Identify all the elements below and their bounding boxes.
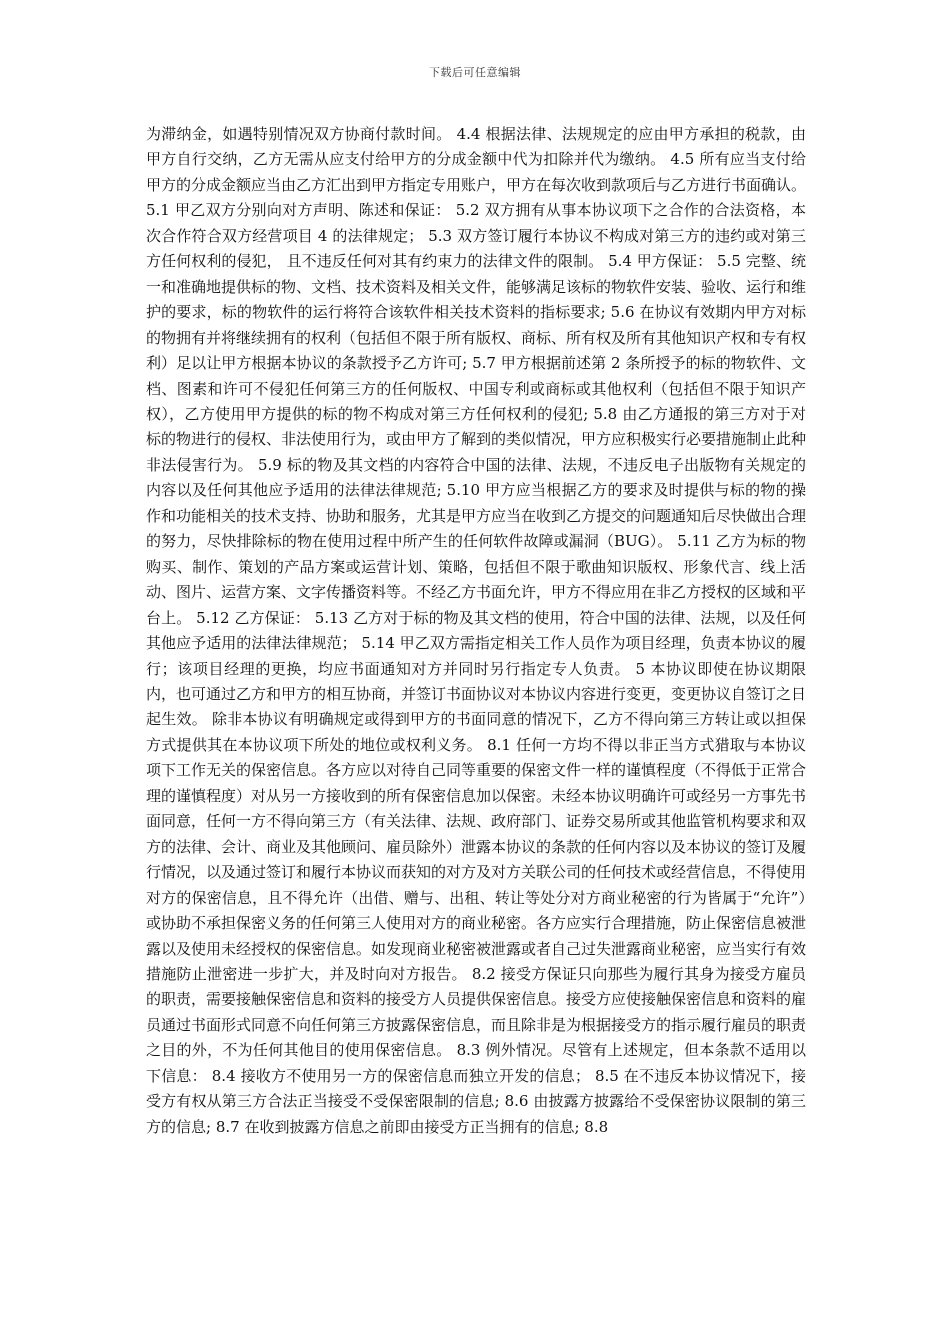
page-header: 下载后可任意编辑	[429, 66, 521, 79]
document-body-paragraph: 为滞纳金，如遇特别情况双方协商付款时间。 4.4 根据法律、法规规定的应由甲方承担的税款，由甲方自行交纳，乙方无需从应支付给甲方的分成金额中代为扣除并代为缴纳。 4.5 所有应当支付给甲方的分成金额应当由乙方汇出到甲方指定专用账户，甲方在每次收到款项后与乙方进行书面确认。 5.1 甲乙双方分别向对方声明、陈述和保证： 5.2 双方拥有从事本协议项下之合作的合法资格，本次合作符合双方经营项目 4 的法律规定； 5.3 双方签订履行本协议不构成对第三方的违约或对第三方任何权利的侵犯， 且不违反任何对其有约束力的法律文件的限制。 5.4 甲方保证： 5.5 完整、统一和准确地提供标的物、文档、技术资料及相关文件，能够满足该标的物软件安装、验收、运行和维护的要求，标的物软件的运行将符合该软件相关技术资料的指标要求; 5.6 在协议有效期内甲方对标的物拥有并将继续拥有的权利（包括但不限于所有版权、商标、所有权及所有其他知识产权和专有权利）足以让甲方根据本协议的条款授予乙方许可; 5.7 甲方根据前述第 2 条所授予的标的物软件、文档、图素和许可不侵犯任何第三方的任何版权、中国专利或商标或其他权利（包括但不限于知识产权），乙方使用甲方提供的标的物不构成对第三方任何权利的侵犯; 5.8 由乙方通报的第三方对于对标的物进行的侵权、非法使用行为，或由甲方了解到的类似情况，甲方应积极实行必要措施制止此种非法侵害行为。 5.9 标的物及其文档的内容符合中国的法律、法规，不违反电子出版物有关规定的内容以及任何其他应予适用的法律法律规范; 5.10 甲方应当根据乙方的要求及时提供与标的物的操作和功能相关的技术支持、协助和服务，尤其是甲方应当在收到乙方提交的问题通知后尽快做出合理的努力，尽快排除标的物在使用过程中所产生的任何软件故障或漏洞（BUG）。 5.11 乙方为标的物购买、制作、策划的产品方案或运营计划、策略，包括但不限于歌曲知识版权、形象代言、线上活动、图片、运营方案、文字传播资料等。不经乙方书面允许，甲方不得应用在非乙方授权的区域和平台上。 5.12 乙方保证： 5.13 乙方对于标的物及其文档的使用，符合中国的法律、法规，以及任何其他应予适用的法律法律规范； 5.14 甲乙双方需指定相关工作人员作为项目经理，负责本协议的履行；该项目经理的更换，均应书面通知对方并同时另行指定专人负责。 5 本协议即使在协议期限内，也可通过乙方和甲方的相互协商，并签订书面协议对本协议内容进行变更，变更协议自签订之日起生效。 除非本协议有明确规定或得到甲方的书面同意的情况下，乙方不得向第三方转让或以担保方式提供其在本协议项下所处的地位或权利义务。 8.1 任何一方均不得以非正当方式猎取与本协议项下工作无关的保密信息。各方应以对待自己同等重要的保密文件一样的谨慎程度（不得低于正常合理的谨慎程度）对从另一方接收到的所有保密信息加以保密。未经本协议明确许可或经另一方事先书面同意，任何一方不得向第三方（有关法律、法规、政府部门、证券交易所或其他监管机构要求和双方的法律、会计、商业及其他顾问、雇员除外）泄露本协议的条款的任何内容以及本协议的签订及履行情况，以及通过签订和履行本协议而获知的对方及对方关联公司的任何技术或经营信息，不得使用对方的保密信息，且不得允许（出借、赠与、出租、转让等处分对方商业秘密的行为皆属于“允许”）或协助不承担保密义务的任何第三人使用对方的商业秘密。各方应实行合理措施，防止保密信息被泄露以及使用未经授权的保密信息。如发现商业秘密被泄露或者自己过失泄露商业秘密，应当实行有效措施防止泄密进一步扩大，并及时向对方报告。 8.2 接受方保证只向那些为履行其身为接受方雇员的职责，需要接触保密信息和资料的接受方人员提供保密信息。接受方应使接触保密信息和资料的雇员通过书面形式同意不向任何第三方披露保密信息，而且除非是为根据接受方的指示履行雇员的职责之目的外，不为任何其他目的使用保密信息。 8.3 例外情况。尽管有上述规定，但本条款不适用以下信息： 8.4 接收方不使用另一方的保密信息而独立开发的信息； 8.5 在不违反本协议情况下，接受方有权从第三方合法正当接受不受保密限制的信息; 8.6 由披露方披露给不受保密协议限制的第三方的信息; 8.7 在收到披露方信息之前即由接受方正当拥有的信息; 8.8	[146, 125, 807, 1136]
